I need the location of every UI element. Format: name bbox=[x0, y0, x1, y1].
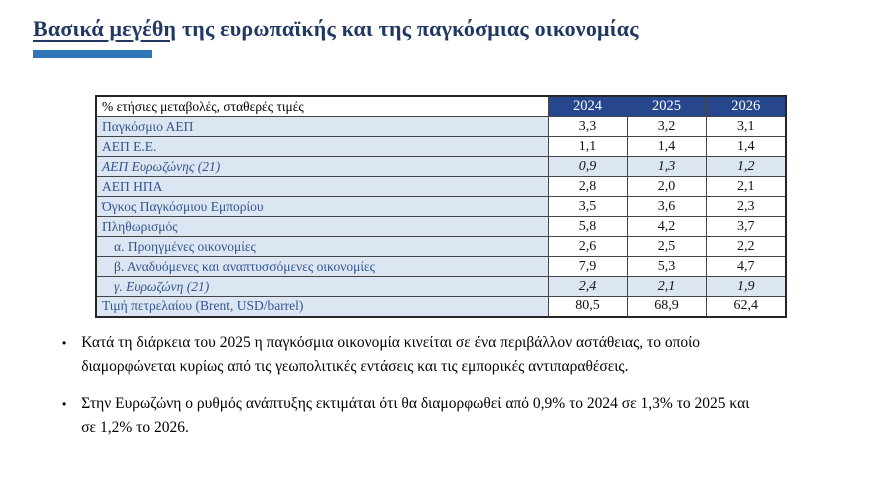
row-value: 1,9 bbox=[706, 277, 786, 297]
table-row bbox=[96, 197, 786, 217]
row-value: 5,8 bbox=[548, 217, 627, 237]
row-value: 80,5 bbox=[548, 297, 627, 317]
row-value: 2,5 bbox=[627, 237, 706, 257]
table-row bbox=[96, 117, 786, 137]
row-value: 1,2 bbox=[706, 157, 786, 177]
row-label: γ. Ευρωζώνη (21) bbox=[96, 277, 548, 297]
row-label: ΑΕΠ Ε.Ε. bbox=[96, 137, 548, 157]
row-value: 1,3 bbox=[627, 157, 706, 177]
table-row bbox=[96, 217, 786, 237]
row-value: 2,2 bbox=[706, 237, 786, 257]
indicators-table bbox=[95, 95, 787, 318]
table-row bbox=[96, 237, 786, 257]
row-value: 3,1 bbox=[706, 117, 786, 137]
bullet-text: Κατά τη διάρκεια του 2025 η παγκόσμια οικονομία κινείται σε ένα περιβάλλον αστάθειας, το οποίο διαμορφώνεται κυρίως από τις γεωπολιτικές εντάσεις και τις εμπορικές αντιπαραθέσεις. bbox=[81, 334, 701, 376]
bullet-item bbox=[62, 392, 768, 440]
row-value: 2,4 bbox=[548, 277, 627, 297]
row-label: β. Αναδυόμενες και αναπτυσσόμενες οικονομίες bbox=[96, 257, 548, 277]
bullet-text: Στην Ευρωζώνη ο ρυθμός ανάπτυξης εκτιμάται ότι θα διαμορφωθεί από 0,9% το 2024 σε 1,3% το 2025 και σε 1,2% το 2026. bbox=[81, 395, 750, 437]
table-header-year-2024: 2024 bbox=[548, 96, 627, 117]
row-value: 7,9 bbox=[548, 257, 627, 277]
row-value: 2,3 bbox=[706, 197, 786, 217]
row-label: ΑΕΠ ΗΠΑ bbox=[96, 177, 548, 197]
row-value: 5,3 bbox=[627, 257, 706, 277]
row-value: 3,3 bbox=[548, 117, 627, 137]
row-label: Παγκόσμιο ΑΕΠ bbox=[96, 117, 548, 137]
table-header-year-2026: 2026 bbox=[706, 96, 786, 117]
row-value: 2,6 bbox=[548, 237, 627, 257]
bullet-icon: • bbox=[62, 336, 67, 350]
table-header-label: % ετήσιες μεταβολές, σταθερές τιμές bbox=[96, 96, 548, 117]
row-label: Πληθωρισμός bbox=[96, 217, 548, 237]
row-value: 4,2 bbox=[627, 217, 706, 237]
row-value: 3,6 bbox=[627, 197, 706, 217]
row-value: 3,5 bbox=[548, 197, 627, 217]
table-row bbox=[96, 297, 786, 317]
row-value: 3,7 bbox=[706, 217, 786, 237]
row-label: α. Προηγμένες οικονομίες bbox=[96, 237, 548, 257]
table-row bbox=[96, 257, 786, 277]
row-value: 0,9 bbox=[548, 157, 627, 177]
table-header-year-2025: 2025 bbox=[627, 96, 706, 117]
row-value: 2,1 bbox=[706, 177, 786, 197]
row-value: 2,8 bbox=[548, 177, 627, 197]
indicators-table-wrap bbox=[95, 95, 787, 318]
table-row bbox=[96, 157, 786, 177]
table-row bbox=[96, 137, 786, 157]
indicators-table-body bbox=[96, 117, 786, 317]
row-value: 1,4 bbox=[627, 137, 706, 157]
row-value: 2,1 bbox=[627, 277, 706, 297]
title-accent-bar bbox=[33, 50, 152, 58]
row-label: ΑΕΠ Ευρωζώνης (21) bbox=[96, 157, 548, 177]
row-value: 68,9 bbox=[627, 297, 706, 317]
row-label: Όγκος Παγκόσμιου Εμπορίου bbox=[96, 197, 548, 217]
row-value: 2,0 bbox=[627, 177, 706, 197]
page-title-underlined-part: Βασικά μεγέθη bbox=[33, 16, 177, 41]
bullet-item bbox=[62, 331, 768, 379]
bullet-icon: • bbox=[62, 397, 67, 412]
table-row bbox=[96, 277, 786, 297]
row-value: 1,4 bbox=[706, 137, 786, 157]
page-title-rest: της ευρωπαϊκής και της παγκόσμιας οικονομίας bbox=[176, 16, 639, 41]
row-value: 62,4 bbox=[706, 297, 786, 317]
row-value: 1,1 bbox=[548, 137, 627, 157]
table-row bbox=[96, 177, 786, 197]
row-value: 3,2 bbox=[627, 117, 706, 137]
bullet-list bbox=[62, 331, 768, 453]
row-label: Τιμή πετρελαίου (Brent, USD/barrel) bbox=[96, 297, 548, 317]
row-value: 4,7 bbox=[706, 257, 786, 277]
page-title bbox=[33, 16, 639, 42]
table-header-row bbox=[96, 96, 786, 117]
